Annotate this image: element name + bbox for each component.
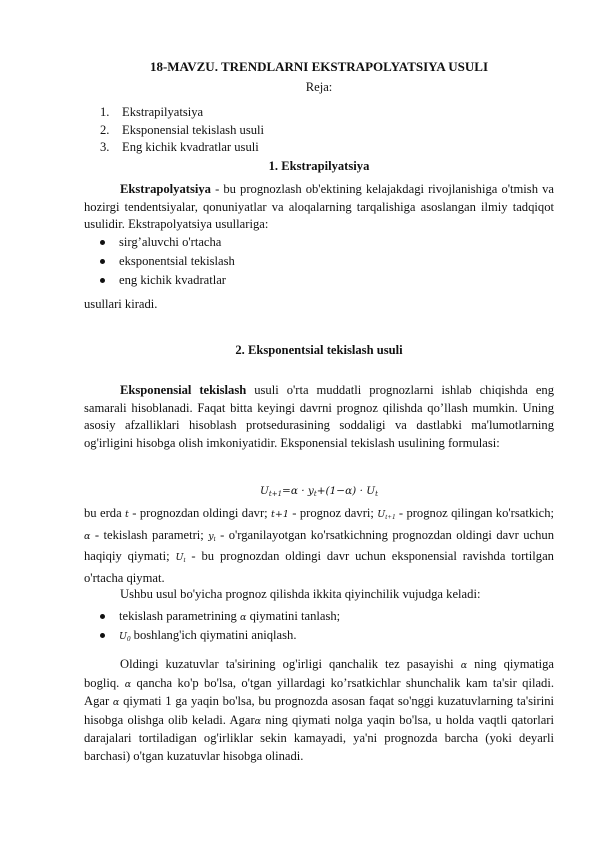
plan-list: [100, 104, 264, 157]
plan-item: 2. Eksponensial tekislash usuli: [100, 122, 265, 137]
formula-legend: bu erda t - prognozdan oldingi davr; t+1 - prognoz davri; $U_{t+1}$ - prognoz qilingan ko'rsatkich; α - tekislash parametri; $y_t$ - o'rganilayotgan ko'rsatkichning prognozdan oldingi davr uchun haqiqiy qiymati; $U_t$ - bu prognozdan oldingi davr uchun eksponensial ravishda tortilgan o'rtacha qiymat.: [84, 506, 554, 585]
term-ekstrapolyatsiya: Ekstrapolyatsiya: [120, 182, 211, 196]
list-item: tekislash parametrining α qiymatini tanlash;: [100, 608, 340, 627]
list-item: eng kichik kvadratlar: [100, 272, 235, 291]
term-eksponensial: Eksponensial tekislash: [120, 383, 247, 397]
list-item: $U_0$ boshlang'ich qiymatini aniqlash.: [100, 627, 340, 646]
list-item: eksponentsial tekislash: [100, 253, 235, 272]
list-item: sirg’aluvchi o'rtacha: [100, 234, 235, 253]
methods-list: [100, 234, 235, 291]
plan-item: 1. Ekstrapilyatsiya: [100, 105, 204, 119]
section-2-final-paragraph: Oldingi kuzatuvlar ta'sirining og'irligi qanchalik tez pasayishi α ning qiymatiga bogliq. α qancha ko'p bo'lsa, o'tgan yillardagi ko’rsatkichlar shunchalik kam ta'sir qiladi. Agar α qiymati 1 ga yaqin bo'lsa, bu prognozda asosan faqat so'nggi kuzatuvlarning ta'sirini hisobga olishga olib keladi. Agarα ning qiymati nolga yaqin bo'lsa, u holda vaqtli qatorlari darajalari tortiladigan og'irliklar sekin kamayadi, ya'ni prognozda barcha (yoki deyarli barchasi) o'tgan kuzatuvlar hisobga olinadi.: [84, 657, 555, 763]
formula: $U_{t+1}=\alpha \cdot y_t+(1-\alpha) \cdot U_t$: [260, 485, 378, 498]
bullet-icon: [100, 614, 105, 619]
difficulty-intro: Ushbu usul bo'yicha prognoz qilishda ikkita qiyinchilik vujudga keladi:: [120, 587, 481, 601]
plan-label: Reja:: [305, 80, 333, 94]
page-title: 18-MAVZU. TRENDLARNI EKSTRAPOLYATSIYA USULI: [149, 59, 489, 74]
bullet-icon: [100, 259, 105, 264]
difficulty-list: [100, 608, 340, 646]
bullet-icon: [100, 240, 105, 245]
section-1-heading: 1. Ekstrapilyatsiya: [268, 159, 370, 173]
section-2-paragraph: Eksponensial tekislash usuli o'rta muddatli prognozlarni ishlab chiqishda eng samarali hisoblanadi. Faqat bitta keyingi davrni prognoz qilishda qo’llash mumkin. Uning asosiy afzalliklari hisoblash protsedurasining soddaligi va dastlabki ma'lumotlarning og'irligini hisobga olish imkoniyatidir. Eksponensial tekislash usulining formulasi:: [84, 383, 555, 450]
section-2-heading: 2. Eksponentsial tekislash usuli: [235, 343, 403, 357]
plan-item: 3. Eng kichik kvadratlar usuli: [100, 140, 259, 155]
bullet-icon: [100, 633, 105, 638]
methods-tail: usullari kiradi.: [84, 297, 158, 311]
bullet-icon: [100, 278, 105, 283]
section-1-paragraph: Ekstrapolyatsiya - bu prognozlash ob'ektining kelajakdagi rivojlanishiga o'tmish va hozirgi tendentsiyalar, qonuniyatlar va aloqalarning tarqalishiga asoslangan ilmiy tadqiqot usulidir. Ekstrapolyatsiya usullariga:: [84, 182, 554, 232]
